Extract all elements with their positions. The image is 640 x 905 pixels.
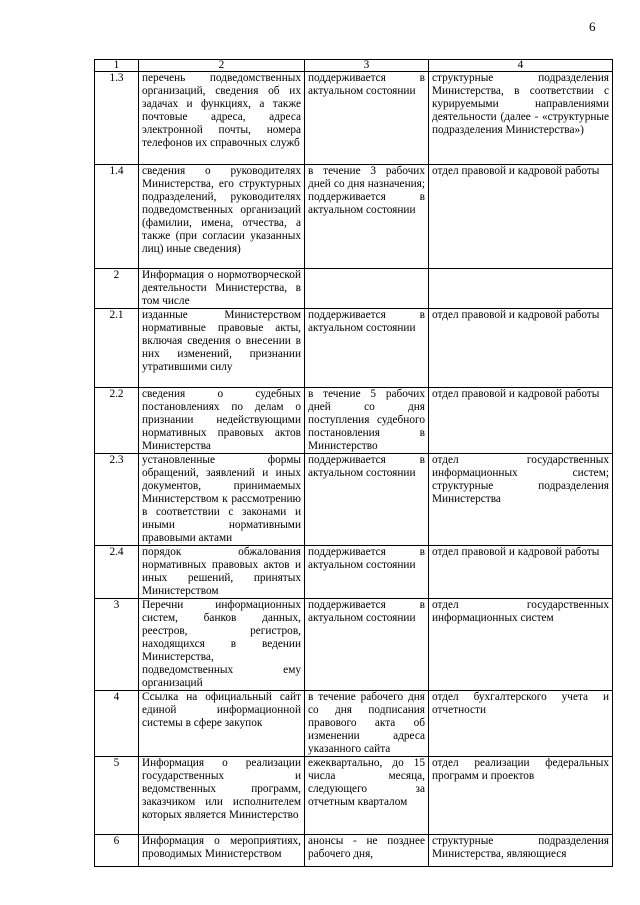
row-number: 4 bbox=[95, 691, 139, 757]
responsible-cell: отдел государственных информационных систем bbox=[429, 599, 613, 691]
info-cell: порядок обжалования нормативных правовых актов и иных решений, принятых Министерством bbox=[139, 546, 305, 599]
responsible-cell: отдел правовой и кадровой работы bbox=[429, 546, 613, 599]
info-cell: сведения о судебных постановлениях по делам о признании недействующими нормативных правовых актов Министерства bbox=[139, 388, 305, 454]
period-cell bbox=[305, 269, 429, 309]
responsible-cell: отдел реализации федеральных программ и проектов bbox=[429, 757, 613, 835]
period-cell: в течение 3 рабочих дней со дня назначения; поддерживается в актуальном состоянии bbox=[305, 165, 429, 269]
row-number: 3 bbox=[95, 599, 139, 691]
row-number: 2 bbox=[95, 269, 139, 309]
row-number: 5 bbox=[95, 757, 139, 835]
info-cell: Ссылка на официальный сайт единой информационной системы в сфере закупок bbox=[139, 691, 305, 757]
period-cell: в течение рабочего дня со дня подписания правового акта об изменении адреса указанного сайта bbox=[305, 691, 429, 757]
table-row bbox=[95, 691, 613, 757]
period-cell: поддерживается в актуальном состоянии bbox=[305, 599, 429, 691]
table-row bbox=[95, 599, 613, 691]
responsible-cell: отдел правовой и кадровой работы bbox=[429, 388, 613, 454]
info-cell: изданные Министерством нормативные правовые акты, включая сведения о внесении в них изменений, признании утратившими силу bbox=[139, 309, 305, 388]
period-cell: ежеквартально, до 15 числа месяца, следующего за отчетным кварталом bbox=[305, 757, 429, 835]
column-header: 2 bbox=[139, 60, 305, 72]
table-row bbox=[95, 546, 613, 599]
row-number: 2.4 bbox=[95, 546, 139, 599]
info-cell: Информация о реализации государственных и ведомственных программ, заказчиком или исполнителем которых является Министерство bbox=[139, 757, 305, 835]
period-cell: поддерживается в актуальном состоянии bbox=[305, 454, 429, 546]
row-number: 1.4 bbox=[95, 165, 139, 269]
table-row bbox=[95, 72, 613, 165]
responsible-cell: структурные подразделения Министерства, в соответствии с курируемыми направлениями деятельности (далее - «структурные подразделения Министерства») bbox=[429, 72, 613, 165]
row-number: 6 bbox=[95, 835, 139, 867]
information-table bbox=[94, 59, 613, 867]
table-row bbox=[95, 454, 613, 546]
responsible-cell: отдел правовой и кадровой работы bbox=[429, 165, 613, 269]
table-row bbox=[95, 757, 613, 835]
responsible-cell: отдел государственных информационных систем; структурные подразделения Министерства bbox=[429, 454, 613, 546]
table-row bbox=[95, 269, 613, 309]
column-header: 1 bbox=[95, 60, 139, 72]
info-cell: перечень подведомственных организаций, сведения об их задачах и функциях, а также почтовые адреса, адреса электронной почты, номера телефонов их справочных служб bbox=[139, 72, 305, 165]
column-header: 4 bbox=[429, 60, 613, 72]
column-header: 3 bbox=[305, 60, 429, 72]
page-number: 6 bbox=[589, 19, 596, 34]
period-cell: анонсы - не позднее рабочего дня, bbox=[305, 835, 429, 867]
table-header-row bbox=[95, 60, 613, 72]
period-cell: поддерживается в актуальном состоянии bbox=[305, 309, 429, 388]
info-cell: Информация о мероприятиях, проводимых Министерством bbox=[139, 835, 305, 867]
row-number: 2.2 bbox=[95, 388, 139, 454]
period-cell: поддерживается в актуальном состоянии bbox=[305, 72, 429, 165]
responsible-cell bbox=[429, 269, 613, 309]
table-row bbox=[95, 388, 613, 454]
row-number: 2.1 bbox=[95, 309, 139, 388]
row-number: 1.3 bbox=[95, 72, 139, 165]
responsible-cell: структурные подразделения Министерства, являющиеся bbox=[429, 835, 613, 867]
table-row bbox=[95, 165, 613, 269]
table-row bbox=[95, 309, 613, 388]
row-number: 2.3 bbox=[95, 454, 139, 546]
responsible-cell: отдел бухгалтерского учета и отчетности bbox=[429, 691, 613, 757]
info-cell: Перечни информационных систем, банков данных, реестров, регистров, находящихся в ведении Министерства, подведомственных ему организаций bbox=[139, 599, 305, 691]
period-cell: в течение 5 рабочих дней со дня поступления судебного постановления в Министерство bbox=[305, 388, 429, 454]
period-cell: поддерживается в актуальном состоянии bbox=[305, 546, 429, 599]
responsible-cell: отдел правовой и кадровой работы bbox=[429, 309, 613, 388]
info-cell: Информация о нормотворческой деятельности Министерства, в том числе bbox=[139, 269, 305, 309]
info-cell: сведения о руководителях Министерства, его структурных подразделений, руководителях подведомственных организаций (фамилии, имена, отчества, а также (при согласии указанных лиц) иные сведения) bbox=[139, 165, 305, 269]
info-cell: установленные формы обращений, заявлений и иных документов, принимаемых Министерством к рассмотрению в соответствии с законами и иными нормативными правовыми актами bbox=[139, 454, 305, 546]
table-row bbox=[95, 835, 613, 867]
